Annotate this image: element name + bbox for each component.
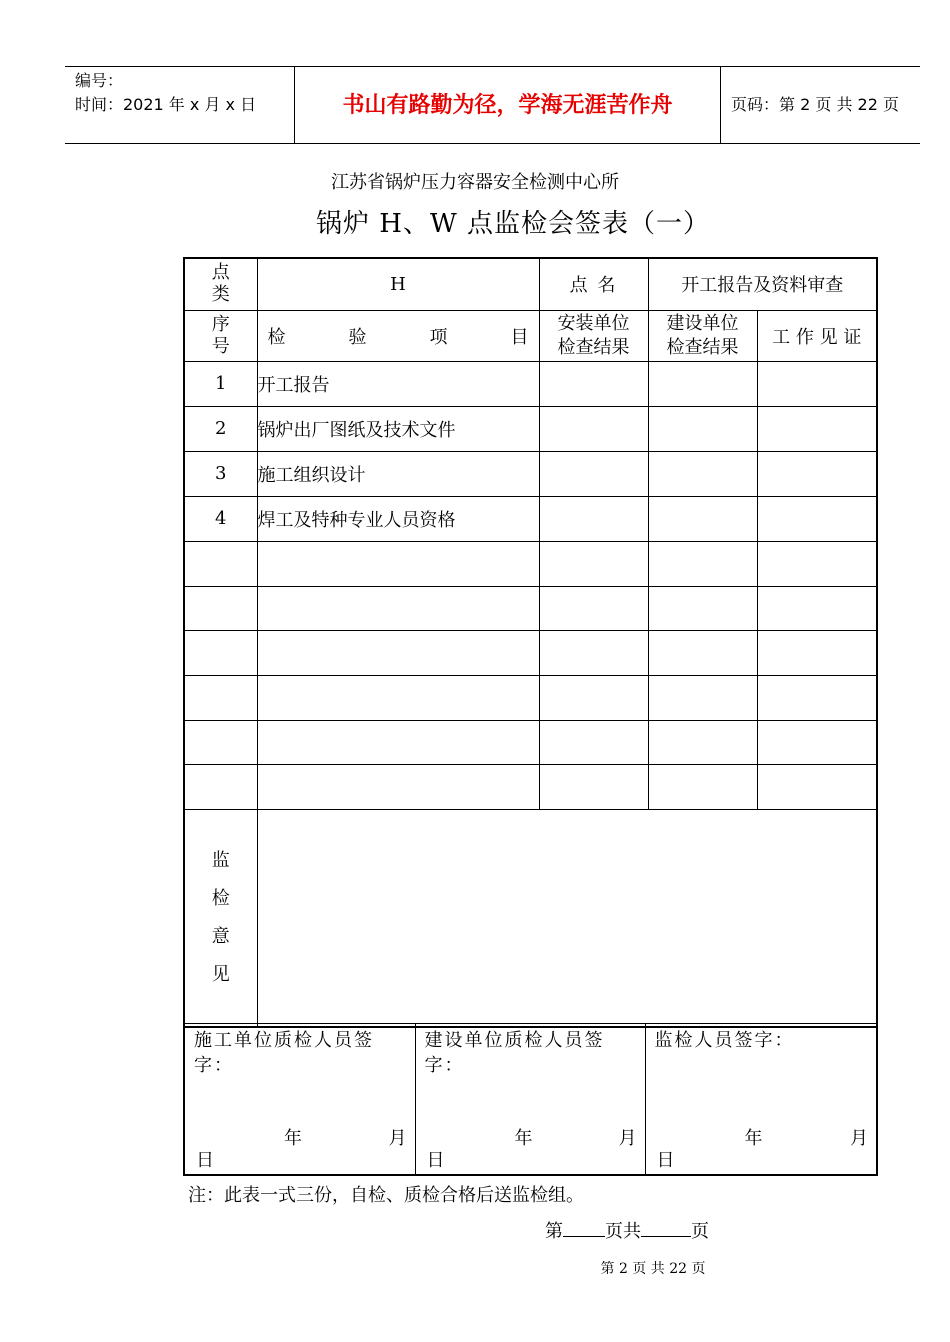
table-row [184,720,877,764]
page-footer: 第 2 页 共 22 页 [600,1261,706,1277]
table-row [184,764,877,809]
witness-cell[interactable] [757,541,877,586]
row-number [184,541,257,586]
build-result-cell[interactable] [648,675,757,720]
table-row [184,361,877,406]
row-number [184,764,257,809]
table-row [184,541,877,586]
page-number-blank[interactable] [563,1218,605,1237]
install-result-cell[interactable] [539,720,648,764]
row-item[interactable] [257,675,539,720]
row-item: 施工组织设计 [257,451,539,496]
install-result-cell[interactable] [539,586,648,630]
witness-cell[interactable] [757,586,877,630]
point-type-label: 点 类 [184,258,257,310]
witness-cell[interactable] [757,675,877,720]
witness-cell[interactable] [757,764,877,809]
witness-cell[interactable] [757,406,877,451]
row-item: 焊工及特种专业人员资格 [257,496,539,541]
row-number: 4 [184,496,257,541]
table-row [184,586,877,630]
owner-signature-cell[interactable] [415,1024,645,1176]
opinion-label: 监 检 意 见 [184,809,257,1027]
table-row [184,675,877,720]
install-result-cell[interactable] [539,361,648,406]
table-row [184,406,877,451]
install-result-cell[interactable] [539,496,648,541]
point-name-label: 点 名 [539,258,648,310]
header-meta [75,69,295,117]
signature-date: 年 月 日 [196,1128,407,1171]
row-item[interactable] [257,630,539,675]
witness-cell[interactable] [757,720,877,764]
install-result-cell[interactable] [539,541,648,586]
column-header-row [184,310,877,361]
build-result-cell[interactable] [648,586,757,630]
build-result-cell[interactable] [648,720,757,764]
col-build-header: 建设单位 检查结果 [648,310,757,361]
row-number [184,720,257,764]
document-time: 时间：2021 年 x 月 x 日 [75,95,257,114]
point-row [184,258,877,310]
opinion-field[interactable] [257,809,877,1027]
signature-label: 施工单位质检人员签字： [194,1030,374,1076]
signature-label: 监检人员签字： [654,1030,795,1051]
table-row [184,630,877,675]
point-name-value: 开工报告及资料审查 [648,258,877,310]
install-result-cell[interactable] [539,630,648,675]
row-item[interactable] [257,764,539,809]
signature-label: 建设单位质检人员签字： [424,1030,605,1076]
col-item-header: 检 验 项 目 [257,310,539,361]
col-witness-header: 工 作 见 证 [757,310,877,361]
row-number [184,630,257,675]
inspector-signature-cell[interactable] [645,1024,877,1176]
row-item[interactable] [257,720,539,764]
row-number [184,586,257,630]
build-result-cell[interactable] [648,541,757,586]
header-page-number: 页码：第 2 页 共 22 页 [731,95,899,114]
opinion-row [184,809,877,1027]
col-install-header: 安装单位 检查结果 [539,310,648,361]
install-result-cell[interactable] [539,675,648,720]
install-result-cell[interactable] [539,451,648,496]
form-note: 注：此表一式三份，自检、质检合格后送监检组。 [188,1185,584,1206]
row-number: 3 [184,451,257,496]
point-type-value: H [257,258,539,310]
page-total-blank[interactable] [641,1218,691,1237]
col-seq-header: 序 号 [184,310,257,361]
build-result-cell[interactable] [648,630,757,675]
table-row [184,496,877,541]
row-item: 锅炉出厂图纸及技术文件 [257,406,539,451]
build-result-cell[interactable] [648,406,757,451]
row-item: 开工报告 [257,361,539,406]
table-row [184,451,877,496]
install-result-cell[interactable] [539,406,648,451]
header-motto: 书山有路勤为径，学海无涯苦作舟 [342,92,673,118]
witness-cell[interactable] [757,630,877,675]
row-number: 1 [184,361,257,406]
signature-row [184,1024,877,1176]
row-number [184,675,257,720]
witness-cell[interactable] [757,496,877,541]
build-result-cell[interactable] [648,764,757,809]
install-result-cell[interactable] [539,764,648,809]
header-divider [720,67,721,143]
build-result-cell[interactable] [648,361,757,406]
document-number-label: 编号： [75,71,124,90]
row-item[interactable] [257,541,539,586]
construction-signature-cell[interactable] [184,1024,415,1176]
witness-cell[interactable] [757,451,877,496]
document-header [65,66,920,144]
inspection-form-table [183,257,878,1028]
signature-date: 年 月 日 [656,1128,868,1171]
build-result-cell[interactable] [648,496,757,541]
signature-table [183,1023,878,1176]
page-title: 锅炉 H、W 点监检会签表（一） [316,209,710,239]
organization-name: 江苏省锅炉压力容器安全检测中心所 [331,172,619,193]
signature-date: 年 月 日 [426,1128,637,1171]
witness-cell[interactable] [757,361,877,406]
row-item[interactable] [257,586,539,630]
page-fill-line: 第 页共 页 [545,1217,709,1243]
row-number: 2 [184,406,257,451]
build-result-cell[interactable] [648,451,757,496]
